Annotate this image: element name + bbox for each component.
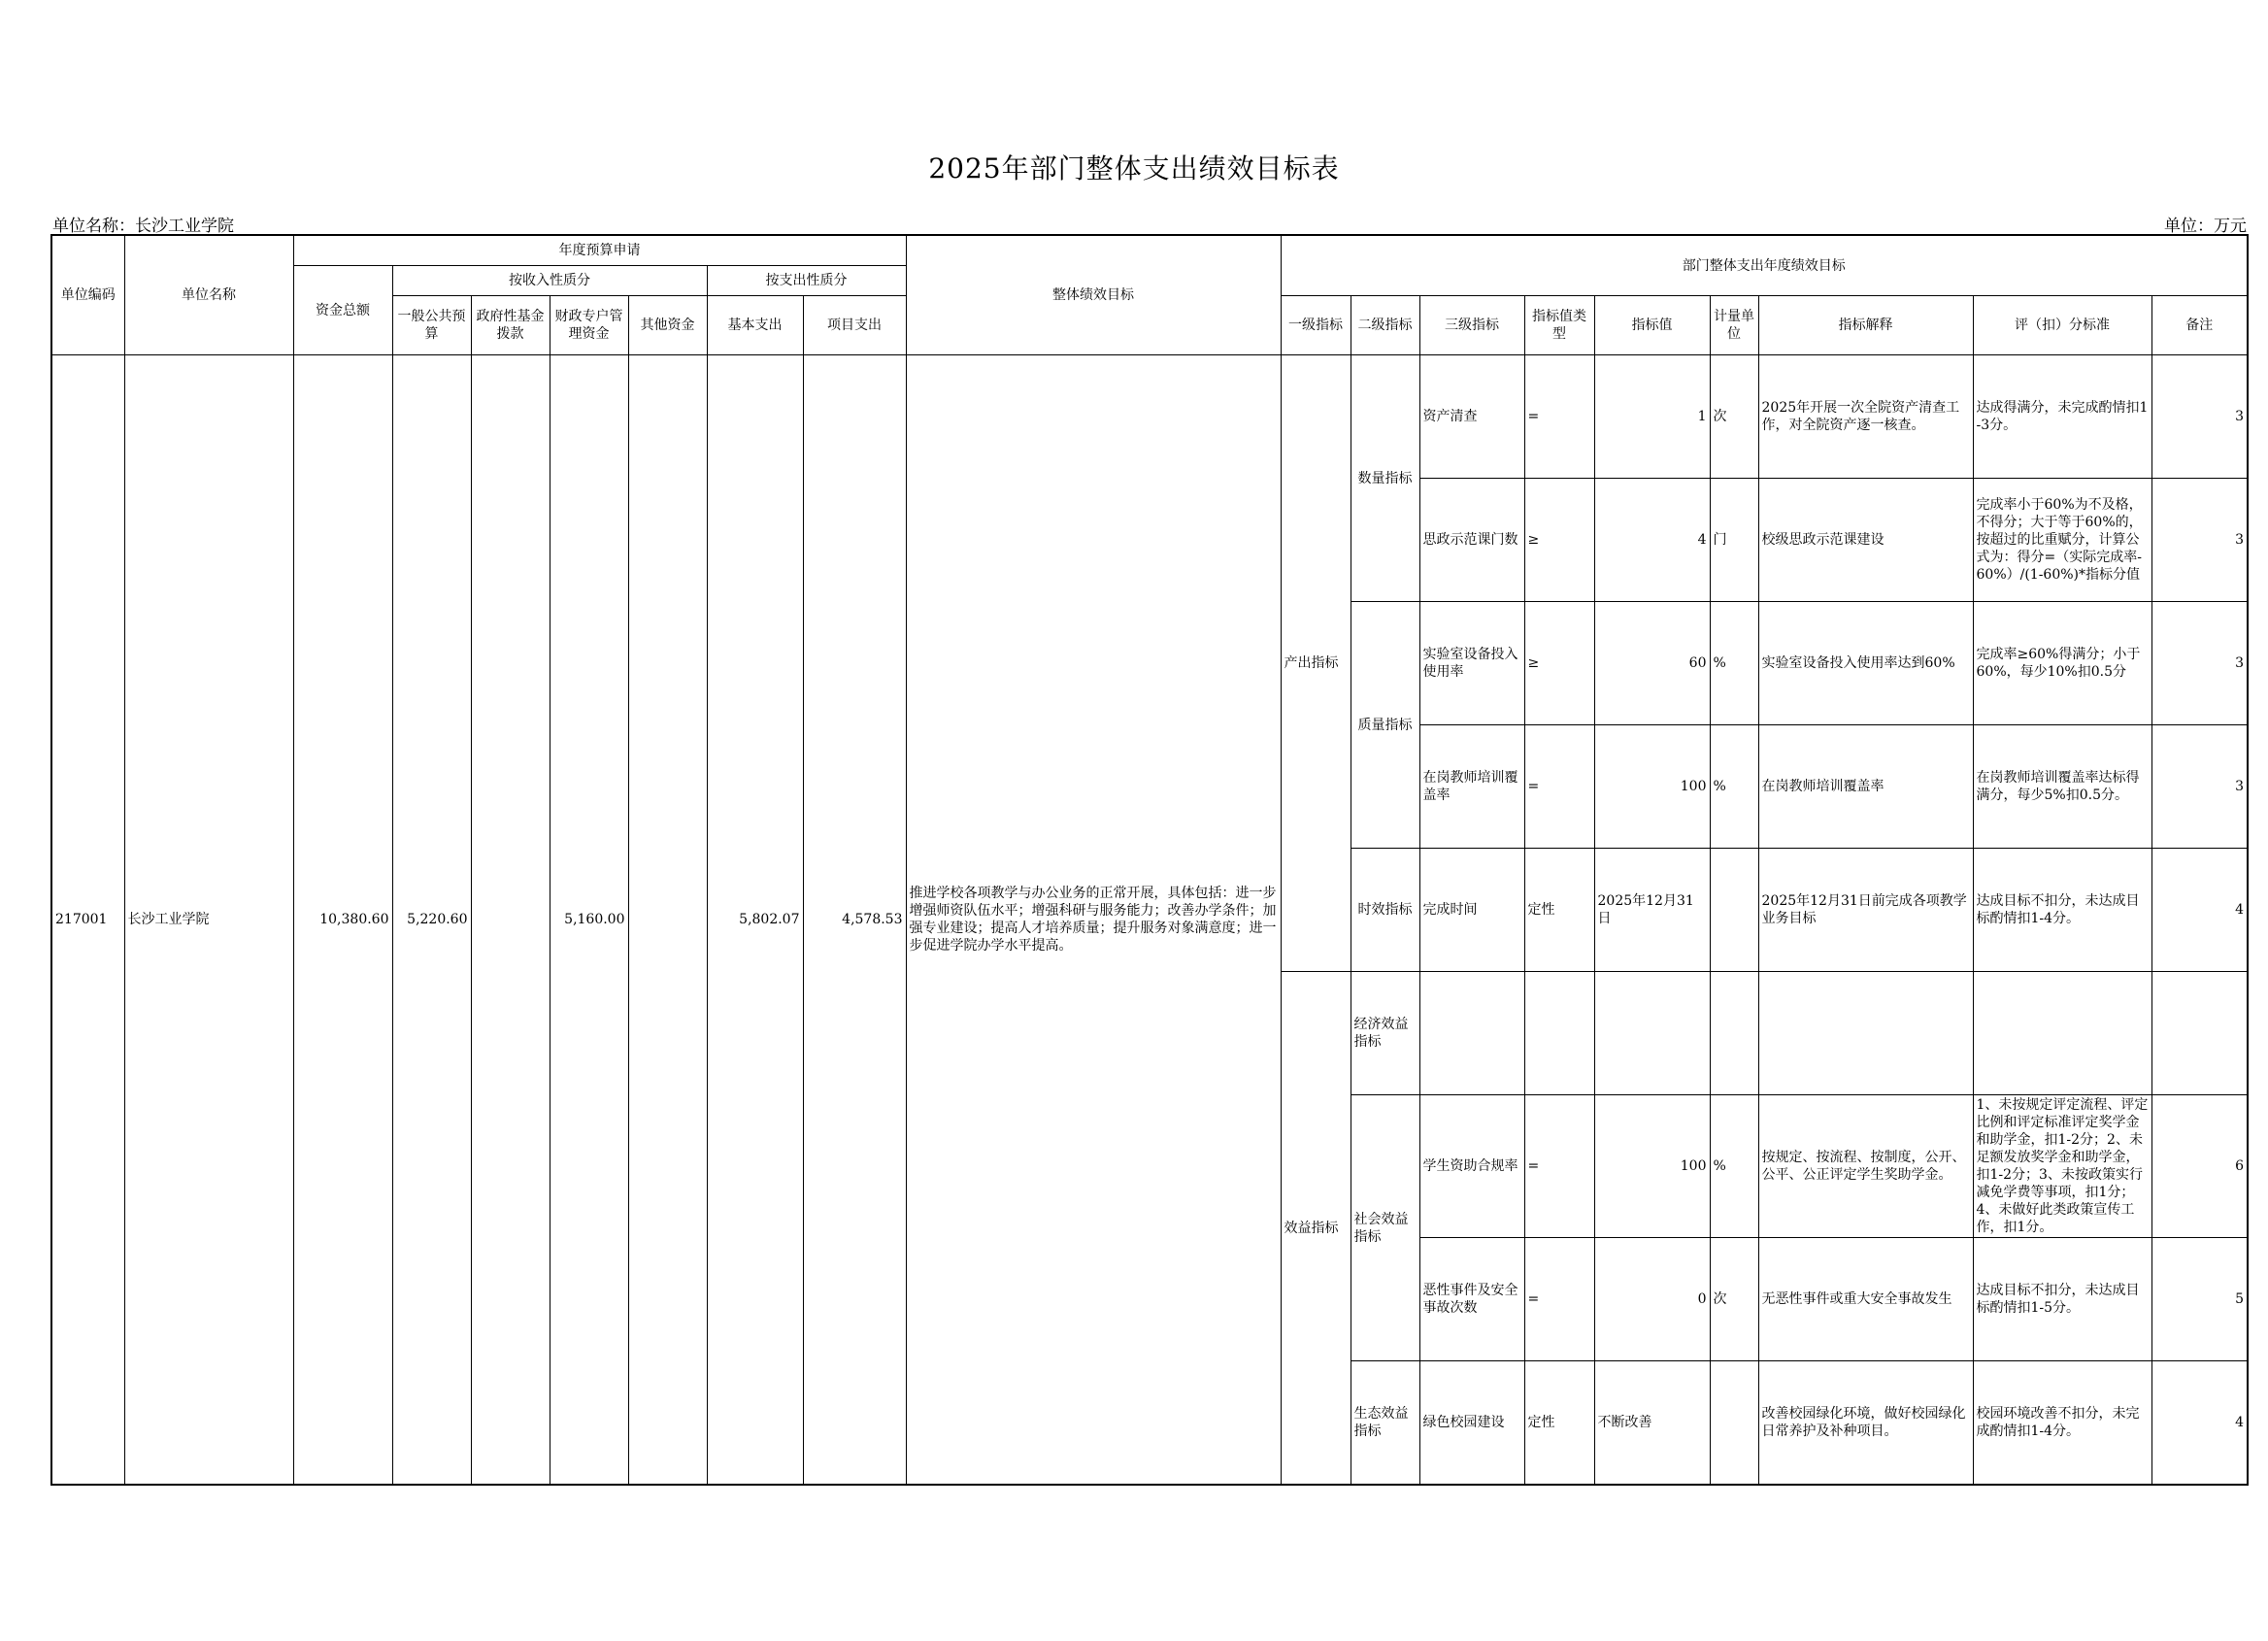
- header-total: 资金总额: [293, 266, 392, 355]
- indicator-value: 60: [1594, 602, 1710, 725]
- indicator-unit: %: [1710, 602, 1758, 725]
- indicator-scoring: 达成得满分，未完成酌情扣1-3分。: [1973, 355, 2151, 479]
- indicator-explain: 实验室设备投入使用率达到60%: [1758, 602, 1973, 725]
- indicator-remark: 4: [2151, 849, 2248, 972]
- indicator-scoring: 在岗教师培训覆盖率达标得满分，每少5%扣0.5分。: [1973, 725, 2151, 849]
- indicator-name: 资产清查: [1419, 355, 1524, 479]
- total-cell: 10,380.60: [293, 355, 392, 1486]
- indicator-type: ≥: [1524, 479, 1594, 602]
- header-remark: 备注: [2151, 296, 2248, 355]
- indicator-explain: 无恶性事件或重大安全事故发生: [1758, 1238, 1973, 1361]
- header-value-type: 指标值类型: [1524, 296, 1594, 355]
- project-expense-cell: 4,578.53: [803, 355, 906, 1486]
- indicator-value: 2025年12月31日: [1594, 849, 1710, 972]
- level1-output: 产出指标: [1281, 355, 1351, 972]
- page-title: 2025年部门整体支出绩效目标表: [928, 152, 1340, 184]
- indicator-scoring: 校园环境改善不扣分，未完成酌情扣1-4分。: [1973, 1361, 2151, 1486]
- indicator-explain: [1758, 972, 1973, 1095]
- header-project-expense: 项目支出: [803, 296, 906, 355]
- indicator-explain: 在岗教师培训覆盖率: [1758, 725, 1973, 849]
- indicator-scoring: 达成目标不扣分，未达成目标酌情扣1-5分。: [1973, 1238, 2151, 1361]
- indicator-value: 1: [1594, 355, 1710, 479]
- indicator-name: [1419, 972, 1524, 1095]
- indicator-unit: [1710, 972, 1758, 1095]
- indicator-value: 100: [1594, 725, 1710, 849]
- indicator-unit: 门: [1710, 479, 1758, 602]
- indicator-unit: %: [1710, 725, 1758, 849]
- indicator-scoring: 达成目标不扣分，未达成目标酌情扣1-4分。: [1973, 849, 2151, 972]
- indicator-remark: [2151, 972, 2248, 1095]
- level2-social: 社会效益指标: [1351, 1095, 1419, 1361]
- indicator-type: =: [1524, 1238, 1594, 1361]
- header-general-budget: 一般公共预算: [392, 296, 471, 355]
- header-level3: 三级指标: [1419, 296, 1524, 355]
- indicator-remark: 3: [2151, 725, 2248, 849]
- indicator-remark: 5: [2151, 1238, 2248, 1361]
- indicator-remark: 3: [2151, 355, 2248, 479]
- indicator-unit: [1710, 849, 1758, 972]
- indicator-type: 定性: [1524, 849, 1594, 972]
- indicator-unit: %: [1710, 1095, 1758, 1238]
- header-unit-code: 单位编码: [51, 235, 124, 355]
- indicator-name: 绿色校园建设: [1419, 1361, 1524, 1486]
- other-funds-cell: [628, 355, 707, 1486]
- header-other-funds: 其他资金: [628, 296, 707, 355]
- indicator-value: [1594, 972, 1710, 1095]
- header-by-expense: 按支出性质分: [707, 266, 906, 296]
- header-unit: 计量单位: [1710, 296, 1758, 355]
- header-by-income: 按收入性质分: [392, 266, 707, 296]
- indicator-remark: 3: [2151, 479, 2248, 602]
- currency-unit-label: 单位：万元: [2164, 217, 2247, 236]
- indicator-name: 完成时间: [1419, 849, 1524, 972]
- indicator-explain: 校级思政示范课建设: [1758, 479, 1973, 602]
- indicator-name: 在岗教师培训覆盖率: [1419, 725, 1524, 849]
- indicator-explain: 按规定、按流程、按制度，公开、公平、公正评定学生奖助学金。: [1758, 1095, 1973, 1238]
- general-budget-cell: 5,220.60: [392, 355, 471, 1486]
- unit-name-label: 单位名称：长沙工业学院: [52, 217, 234, 236]
- header-fiscal-special: 财政专户管理资金: [550, 296, 628, 355]
- header-level2: 二级指标: [1351, 296, 1419, 355]
- indicator-value: 100: [1594, 1095, 1710, 1238]
- indicator-scoring: [1973, 972, 2151, 1095]
- indicator-remark: 4: [2151, 1361, 2248, 1486]
- indicator-scoring: 1、未按规定评定流程、评定比例和评定标准评定奖学金和助学金，扣1-2分；2、未足额发放奖学金和助学金，扣1-2分；3、未按政策实行减免学费等事项，扣1分；4、未做好此类政策宣传工作，扣1分。: [1973, 1095, 2151, 1238]
- unit-code-cell: 217001: [51, 355, 124, 1486]
- level2-timeliness: 时效指标: [1351, 849, 1419, 972]
- level1-benefit: 效益指标: [1281, 972, 1351, 1486]
- level2-quality: 质量指标: [1351, 602, 1419, 849]
- indicator-explain: 改善校园绿化环境，做好校园绿化日常养护及补种项目。: [1758, 1361, 1973, 1486]
- indicator-explain: 2025年开展一次全院资产清查工作，对全院资产逐一核查。: [1758, 355, 1973, 479]
- performance-table: [50, 234, 2249, 1486]
- header-explain: 指标解释: [1758, 296, 1973, 355]
- indicator-name: 恶性事件及安全事故次数: [1419, 1238, 1524, 1361]
- header-basic-expense: 基本支出: [707, 296, 803, 355]
- gov-fund-cell: [471, 355, 550, 1486]
- indicator-remark: 3: [2151, 602, 2248, 725]
- overall-goal-cell: 推进学校各项教学与办公业务的正常开展，具体包括：进一步增强师资队伍水平；增强科研与服务能力；改善办学条件；加强专业建设；提高人才培养质量；提升服务对象满意度；进一步促进学院办学水平提高。: [906, 355, 1281, 1486]
- indicator-scoring: 完成率≥60%得满分；小于60%，每少10%扣0.5分: [1973, 602, 2151, 725]
- indicator-type: ≥: [1524, 602, 1594, 725]
- level2-ecological: 生态效益指标: [1351, 1361, 1419, 1486]
- indicator-name: 实验室设备投入使用率: [1419, 602, 1524, 725]
- fiscal-special-cell: 5,160.00: [550, 355, 628, 1486]
- indicator-type: =: [1524, 355, 1594, 479]
- level2-economic: 经济效益指标: [1351, 972, 1419, 1095]
- indicator-type: [1524, 972, 1594, 1095]
- indicator-type: =: [1524, 1095, 1594, 1238]
- indicator-remark: 6: [2151, 1095, 2248, 1238]
- indicator-value: 不断改善: [1594, 1361, 1710, 1486]
- level2-quantity: 数量指标: [1351, 355, 1419, 602]
- indicator-scoring: 完成率小于60%为不及格，不得分；大于等于60%的，按超过的比重赋分，计算公式为：得分=（实际完成率-60%）/(1-60%)*指标分值: [1973, 479, 2151, 602]
- header-unit-name: 单位名称: [124, 235, 293, 355]
- basic-expense-cell: 5,802.07: [707, 355, 803, 1486]
- header-value: 指标值: [1594, 296, 1710, 355]
- table-row: [51, 355, 2248, 479]
- header-level1: 一级指标: [1281, 296, 1351, 355]
- indicator-explain: 2025年12月31日前完成各项教学业务目标: [1758, 849, 1973, 972]
- header-scoring: 评（扣）分标准: [1973, 296, 2151, 355]
- indicator-unit: 次: [1710, 355, 1758, 479]
- indicator-type: =: [1524, 725, 1594, 849]
- indicator-value: 4: [1594, 479, 1710, 602]
- indicator-type: 定性: [1524, 1361, 1594, 1486]
- header-overall-goal: 整体绩效目标: [906, 235, 1281, 355]
- indicator-unit: 次: [1710, 1238, 1758, 1361]
- indicator-value: 0: [1594, 1238, 1710, 1361]
- indicator-unit: [1710, 1361, 1758, 1486]
- unit-name-cell: 长沙工业学院: [124, 355, 293, 1486]
- indicator-name: 学生资助合规率: [1419, 1095, 1524, 1238]
- indicator-name: 思政示范课门数: [1419, 479, 1524, 602]
- header-annual-budget: 年度预算申请: [293, 235, 906, 266]
- header-dept-goal: 部门整体支出年度绩效目标: [1281, 235, 2248, 296]
- header-gov-fund: 政府性基金拨款: [471, 296, 550, 355]
